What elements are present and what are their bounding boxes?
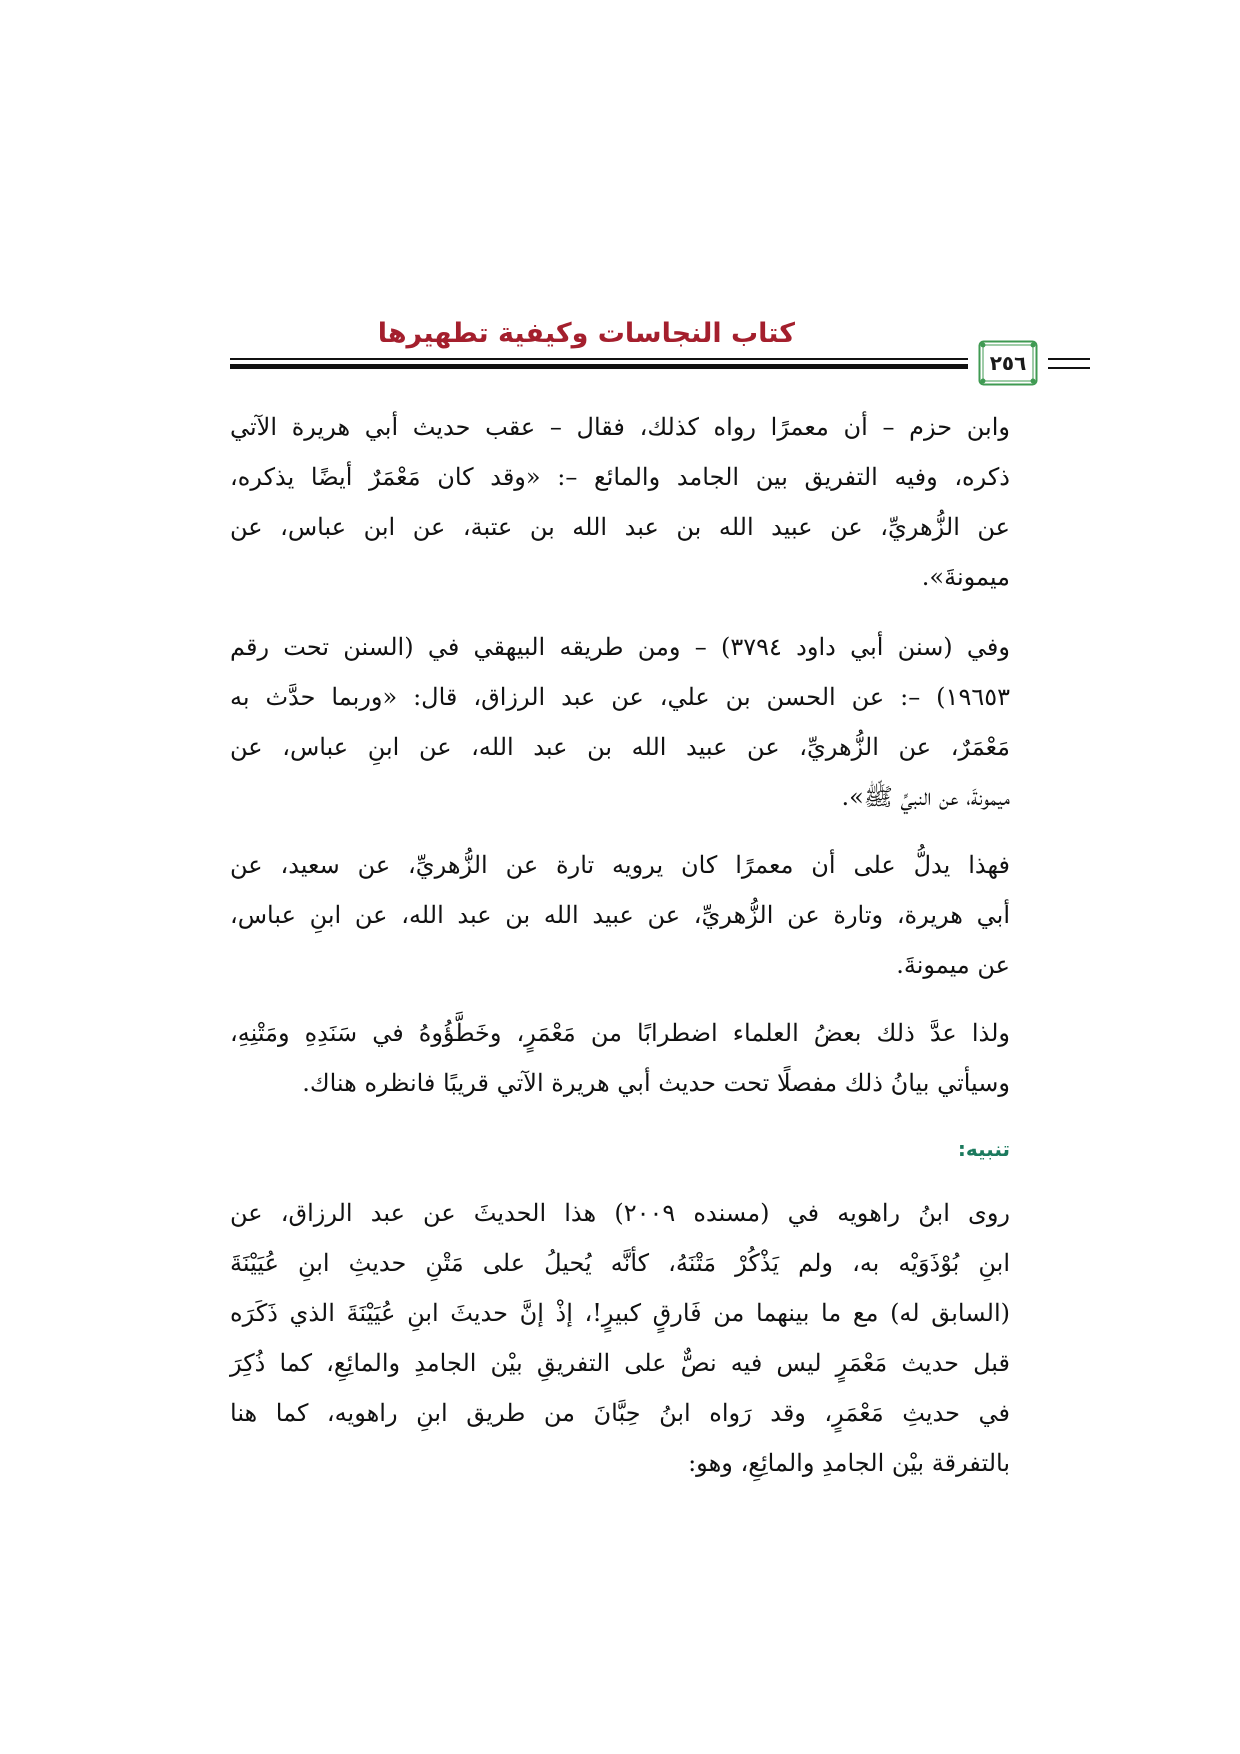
text-line: وابن حزم – أن معمرًا رواه كذلك، فقال – عقب حديث أبي هريرة الآتي <box>230 413 1010 441</box>
page-number: ٢٥٦ <box>989 351 1027 375</box>
text-line: ميمونةَ». <box>921 563 1010 591</box>
page-header <box>230 318 1027 398</box>
main-text <box>230 402 1010 1488</box>
page-number-badge <box>978 340 1038 386</box>
header-rule-thin <box>230 358 968 360</box>
header-rule-right-upper <box>1048 358 1090 360</box>
text-line: وسيأتي بيانُ ذلك مفصلًا تحت حديث أبي هريرة الآتي قريبًا فانظره هناك. <box>302 1069 1010 1097</box>
text-line: فهذا يدلُّ على أن معمرًا كان يرويه تارة عن الزُّهريِّ، عن سعيد، عن <box>230 851 1010 879</box>
note-heading: تنبيه: <box>957 1137 1010 1161</box>
text-line: ذكره، وفيه التفريق بين الجامد والمائع –: «وقد كان مَعْمَرٌ أيضًا يذكره، <box>230 463 1010 491</box>
paragraph <box>230 402 1010 602</box>
text-line: بالتفرقة بيْن الجامدِ والمائِعِ، وهو: <box>688 1449 1010 1477</box>
header-rule-thick <box>230 364 968 369</box>
text-line: في حديثِ مَعْمَرٍ، وقد رَواه ابنُ حِبَّانَ من طريق ابنِ راهويه، كما هنا <box>230 1399 1010 1427</box>
text-line: ميمونةَ، عن النبيِّ ﷺ». <box>841 783 1010 811</box>
text-line: أبي هريرة، وتارة عن الزُّهريِّ، عن عبيد الله بن عبد الله، عن ابنِ عباس، <box>230 901 1010 929</box>
book-title: كتاب النجاسات وكيفية تطهيرها <box>377 318 795 349</box>
header-rule-right-lower <box>1048 367 1090 369</box>
paragraph <box>230 840 1010 990</box>
text-line: روى ابنُ راهويه في (مسنده ٢٠٠٩) هذا الحديثَ عن عبد الرزاق، عن <box>230 1199 1011 1227</box>
paragraph <box>230 1188 1010 1488</box>
paragraph <box>230 622 1010 822</box>
text-line: عن الزُّهريِّ، عن عبيد الله بن عبد الله بن عتبة، عن ابن عباس، عن <box>230 513 1010 541</box>
text-line: وفي (سنن أبي داود ٣٧٩٤) – ومن طريقه البيهقي في (السنن تحت رقم <box>230 633 1010 661</box>
text-line: (السابق له) مع ما بينهما من فَارقٍ كبيرٍ!، إذْ إنَّ حديثَ ابنِ عُيَيْنَةَ الذي ذَكَرَه <box>230 1299 1010 1327</box>
text-line: عن ميمونةَ. <box>896 951 1010 979</box>
text-line: مَعْمَرٌ، عن الزُّهريِّ، عن عبيد الله بن عبد الله، عن ابنِ عباس، عن <box>230 733 1010 761</box>
text-line: ابنِ بُوْذَوَيْه به، ولم يَذْكُرْ مَتْنَهُ، كأنَّه يُحيلُ على مَتْنِ حديثِ ابنِ عُيَيْنَةَ <box>230 1249 1010 1277</box>
text-line: ولذا عدَّ ذلك بعضُ العلماء اضطرابًا من مَعْمَرٍ، وخَطَّؤُوهُ في سَنَدِهِ ومَتْنِهِ، <box>230 1019 1010 1047</box>
text-line: ١٩٦٥٣) –: عن الحسن بن علي، عن عبد الرزاق، قال: «وربما حدَّث به <box>230 683 1010 711</box>
text-line: قبل حديث مَعْمَرٍ ليس فيه نصٌّ على التفريقِ بيْن الجامدِ والمائِعِ، كما ذُكِرَ <box>230 1349 1010 1377</box>
paragraph <box>230 1008 1010 1108</box>
